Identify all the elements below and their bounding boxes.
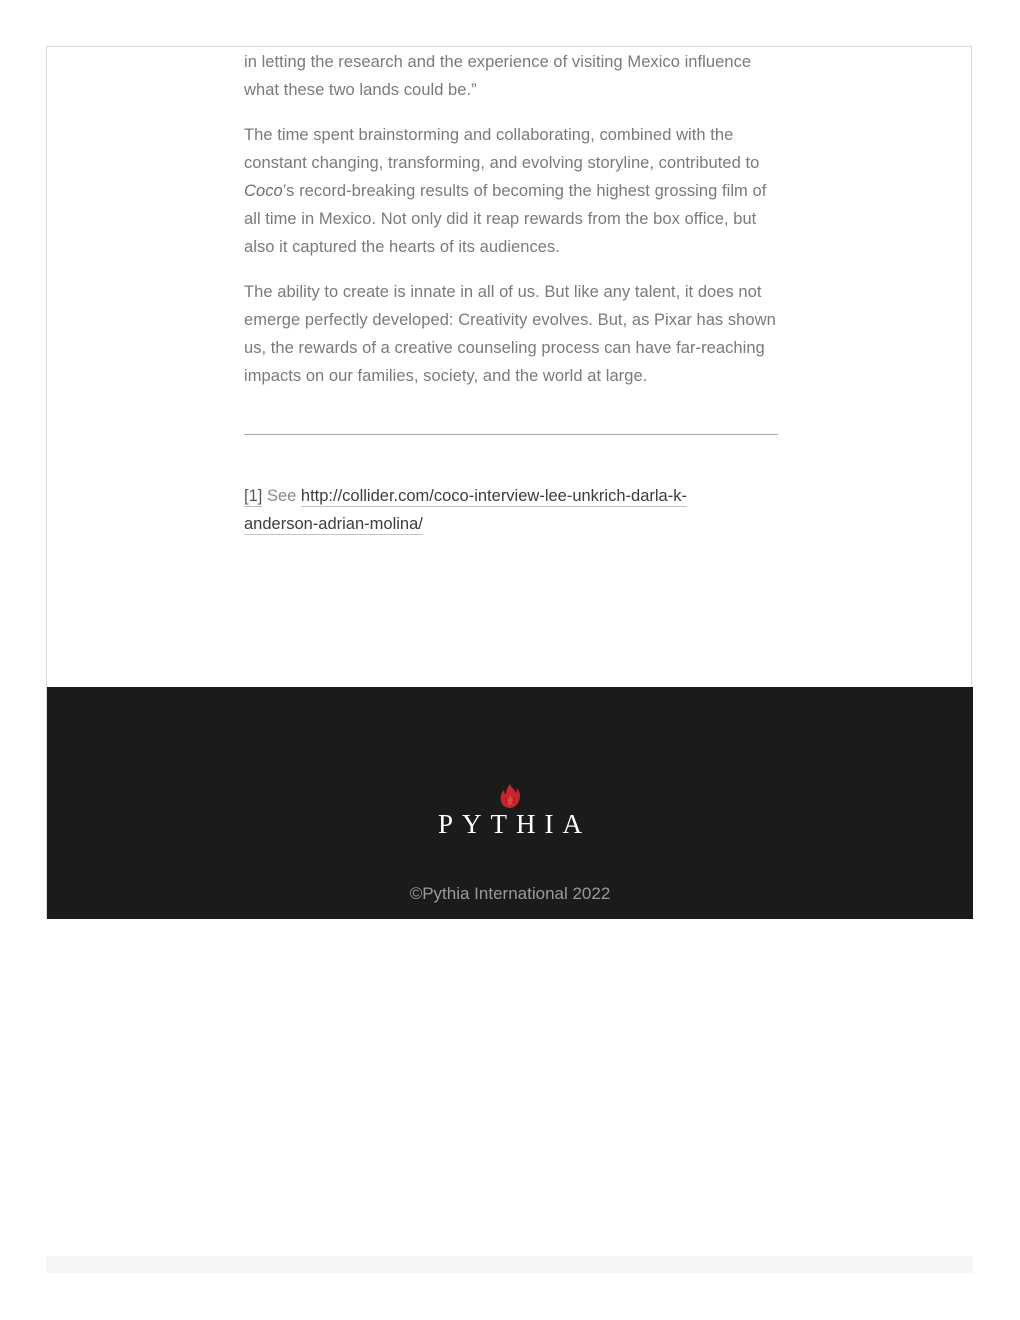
article-card bbox=[46, 46, 972, 918]
bottom-bar bbox=[46, 1256, 973, 1273]
paragraph-2 bbox=[244, 121, 781, 261]
brand-wordmark: PYTHIA bbox=[438, 809, 591, 839]
copyright-text: ©Pythia International 2022 bbox=[409, 884, 611, 903]
paragraph-2-text-start: The time spent brainstorming and collaborating, combined with the constant changing, transforming, and evolving storyline, contributed to bbox=[244, 126, 760, 172]
footnote bbox=[244, 482, 744, 538]
footnote-ref-link[interactable]: [1] bbox=[244, 487, 263, 505]
paragraph-3: The ability to create is innate in all of us. But like any talent, it does not emerge perfectly developed: Creativity evolves. But, as Pixar has shown us, the rewards of a creative counseling process can have far-reaching impacts on our families, society, and the world at large. bbox=[244, 283, 776, 385]
article-body bbox=[244, 47, 781, 407]
footnote-source-link[interactable]: http://collider.com/coco-interview-lee-unkrich-darla-k-anderson-adrian-molina/ bbox=[244, 487, 687, 533]
paragraph-2-text-end: ’s record-breaking results of becoming the highest grossing film of all time in Mexico. Not only did it reap rewards from the box office, but also it captured the hearts of its audiences. bbox=[244, 182, 767, 256]
footnote-prefix: See bbox=[262, 487, 301, 505]
site-footer bbox=[47, 687, 973, 919]
footer-logo[interactable] bbox=[47, 783, 973, 839]
flame-icon bbox=[498, 783, 522, 809]
film-title: Coco bbox=[244, 182, 283, 200]
footnote-divider bbox=[244, 434, 778, 435]
paragraph-1: in letting the research and the experience of visiting Mexico influence what these two lands could be.” bbox=[244, 53, 752, 99]
